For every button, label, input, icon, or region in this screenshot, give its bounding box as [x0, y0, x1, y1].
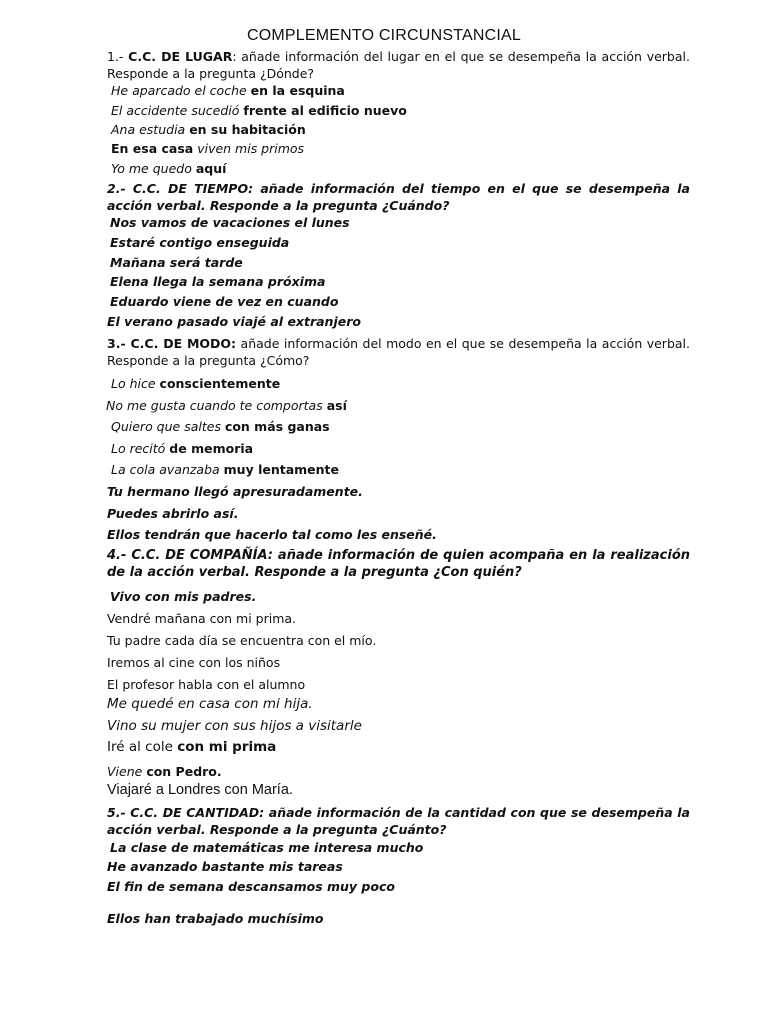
section-title: 3.- C.C. DE MODO:: [107, 336, 237, 351]
section-title: C.C. DE LUGAR: [128, 49, 233, 64]
example-complement: aquí: [195, 161, 227, 176]
example-text: Yo me quedo: [111, 161, 196, 176]
example-complement: con mi prima: [177, 739, 277, 755]
example-line: Elena llega la semana próxima: [110, 274, 326, 289]
example-complement: frente al edificio nuevo: [243, 103, 407, 118]
section-description: añade información del modo en el que se desempeña la acción verbal. Responde a la pregunta ¿Cómo?: [107, 336, 690, 368]
example-line: Puedes abrirlo así.: [107, 506, 239, 521]
example-text: He aparcado el coche: [111, 83, 251, 98]
example-line: Ellos tendrán que hacerlo tal como les enseñé.: [107, 527, 437, 542]
example-complement: así: [326, 398, 347, 413]
section-number: 1.-: [107, 49, 129, 64]
example-line: Vivo con mis padres.: [110, 589, 257, 604]
example-line: Tu hermano llegó apresuradamente.: [107, 484, 363, 499]
example-line: El verano pasado viajé al extranjero: [107, 314, 361, 329]
example-complement: muy lentamente: [223, 462, 340, 477]
section-tiempo-heading: 2.- C.C. DE TIEMPO: añade información del tiempo en el que se desempeña la acción verbal. Responde a la pregunta ¿Cuándo?: [107, 181, 690, 213]
example-line: Mañana será tarde: [110, 255, 243, 270]
section-cantidad-heading: 5.- C.C. DE CANTIDAD: añade información de la cantidad con que se desempeña la acción verbal. Responde a la pregunta ¿Cuánto?: [107, 805, 690, 837]
example-text: Quiero que saltes: [111, 419, 225, 434]
section-lugar-heading: [107, 48, 690, 82]
example-text: Iré al cole: [107, 739, 178, 755]
example-line: He avanzado bastante mis tareas: [107, 859, 343, 874]
page-title: COMPLEMENTO CIRCUNSTANCIAL: [247, 27, 521, 44]
section-modo-heading: [107, 335, 690, 369]
example-line: [111, 83, 345, 98]
example-line: Nos vamos de vacaciones el lunes: [110, 215, 350, 230]
example-line: [107, 740, 276, 755]
example-text: Ana estudia: [111, 122, 190, 137]
example-text: viven mis primos: [193, 141, 305, 156]
example-line: Ellos han trabajado muchísimo: [107, 911, 324, 926]
example-line: [111, 376, 280, 391]
example-complement: en su habitación: [189, 122, 306, 137]
example-line: Viajaré a Londres con María.: [107, 782, 293, 798]
example-line: [111, 161, 226, 176]
example-complement: En esa casa: [111, 141, 194, 156]
example-line: La clase de matemáticas me interesa mucho: [110, 840, 424, 855]
section-description: : añade información del lugar en el que se desempeña la acción verbal. Responde a la pregunta ¿Dónde?: [107, 49, 690, 81]
example-text: Lo recitó: [111, 441, 170, 456]
example-line: Vino su mujer con sus hijos a visitarle: [107, 718, 362, 734]
example-line: Iremos al cine con los niños: [107, 655, 281, 670]
example-text: Viene: [107, 764, 147, 779]
example-complement: con Pedro.: [146, 764, 222, 779]
example-line: El profesor habla con el alumno: [107, 677, 306, 692]
example-text: El accidente sucedió: [111, 103, 244, 118]
example-complement: en la esquina: [250, 83, 345, 98]
example-text: La cola avanzaba: [111, 462, 224, 477]
example-line: [106, 398, 347, 413]
example-line: [107, 764, 222, 779]
example-complement: con más ganas: [224, 419, 330, 434]
example-line: [111, 419, 330, 434]
example-complement: conscientemente: [159, 376, 281, 391]
example-line: Vendré mañana con mi prima.: [107, 611, 297, 626]
example-line: Me quedé en casa con mi hija.: [107, 696, 313, 712]
example-text: Lo hice: [111, 376, 160, 391]
example-text: No me gusta cuando te comportas: [106, 398, 327, 413]
example-line: [111, 103, 407, 118]
example-complement: de memoria: [169, 441, 254, 456]
example-line: [111, 122, 306, 137]
example-line: Eduardo viene de vez en cuando: [110, 294, 339, 309]
example-line: [111, 462, 339, 477]
example-line: El fin de semana descansamos muy poco: [107, 879, 395, 894]
section-compania-heading: 4.- C.C. DE COMPAÑÍA: añade información de quien acompaña en la realización de la acción verbal. Responde a la pregunta ¿Con quién?: [107, 548, 690, 580]
example-line: Tu padre cada día se encuentra con el mío.: [107, 633, 377, 648]
example-line: Estaré contigo enseguida: [110, 235, 290, 250]
example-line: [111, 441, 253, 456]
example-line: [111, 141, 304, 156]
